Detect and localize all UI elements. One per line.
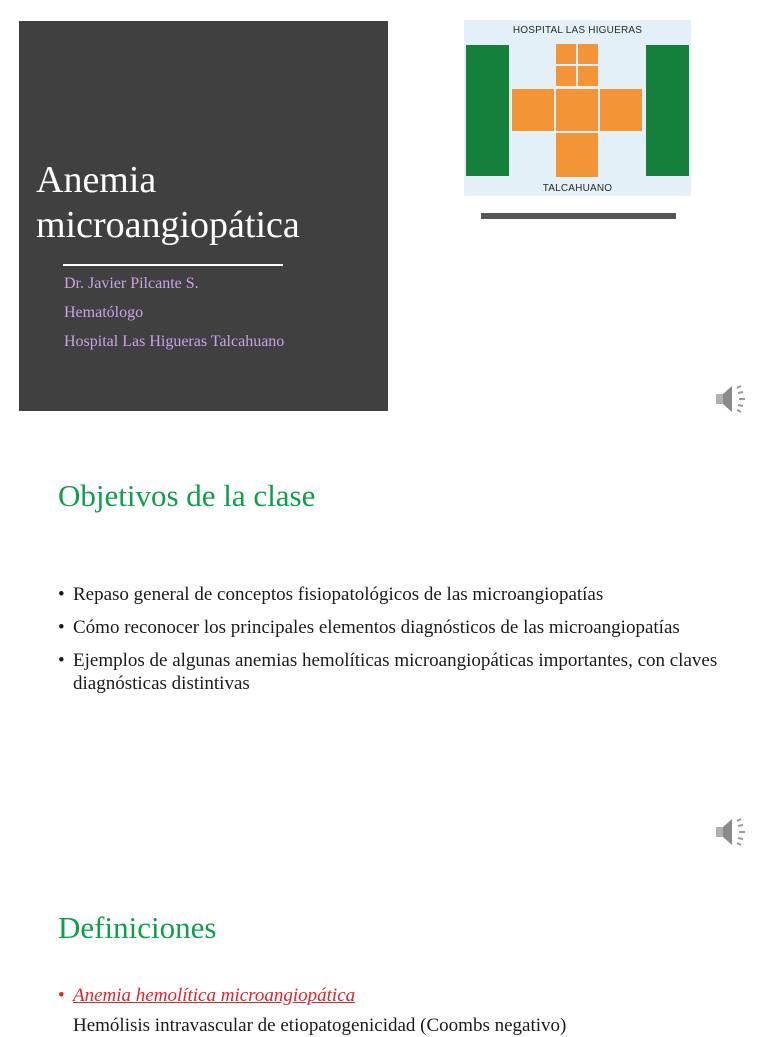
logo-green-bar-left [466, 45, 509, 176]
author-role: Hematólogo [64, 304, 144, 321]
slide-subtitle [64, 269, 284, 356]
logo-orange-tile [578, 66, 598, 86]
bullet: • [58, 985, 65, 1006]
logo-orange-tile [556, 89, 598, 131]
hospital-logo [464, 20, 691, 196]
definition-item [58, 984, 355, 1007]
slide-title-line-1: Anemia [36, 159, 157, 201]
bullet: • [58, 617, 65, 638]
logo-orange-tile [556, 44, 576, 64]
logo-orange-tile [556, 66, 576, 86]
bullet: • [58, 584, 65, 605]
author-institution: Hospital Las Higueras Talcahuano [64, 333, 285, 350]
list-item-text: Repaso general de conceptos fisiopatológicos de las microangiopatías [73, 584, 604, 605]
title-underline [63, 264, 283, 266]
list-item-text: Cómo reconocer los principales elementos diagnósticos de las microangiopatías [73, 617, 680, 638]
speaker-icon[interactable] [714, 380, 754, 418]
definition-link[interactable]: Anemia hemolítica microangiopática [73, 985, 356, 1006]
speaker-icon[interactable] [714, 813, 754, 851]
author-name: Dr. Javier Pilcante S. [64, 275, 199, 292]
logo-top-text: HOSPITAL LAS HIGUERAS [512, 25, 643, 36]
list-item-text: Ejemplos de algunas anemias hemolíticas microangiopáticas importantes, con claves diagnósticas distintivas [73, 650, 718, 694]
list-item [58, 616, 748, 639]
logo-bottom-text: TALCAHUANO [542, 183, 613, 194]
logo-green-bar-right [646, 45, 689, 176]
definition-text: Hemólisis intravascular de etiopatogenicidad (Coombs negativo) [73, 1015, 567, 1036]
logo-orange-tile [512, 89, 554, 131]
logo-orange-tile [600, 89, 642, 131]
list-item [58, 583, 748, 606]
objectives-list [58, 583, 748, 705]
slide-title-line-2: microangiopática [36, 204, 300, 246]
bullet: • [58, 650, 65, 671]
logo-orange-tile [578, 44, 598, 64]
logo-divider [481, 213, 676, 219]
logo-orange-tile [556, 133, 598, 177]
definitions-title: Definiciones [58, 910, 217, 945]
objectives-title: Objetivos de la clase [58, 478, 316, 513]
list-item [58, 649, 748, 695]
slide-title [36, 158, 300, 248]
title-box [19, 21, 388, 411]
